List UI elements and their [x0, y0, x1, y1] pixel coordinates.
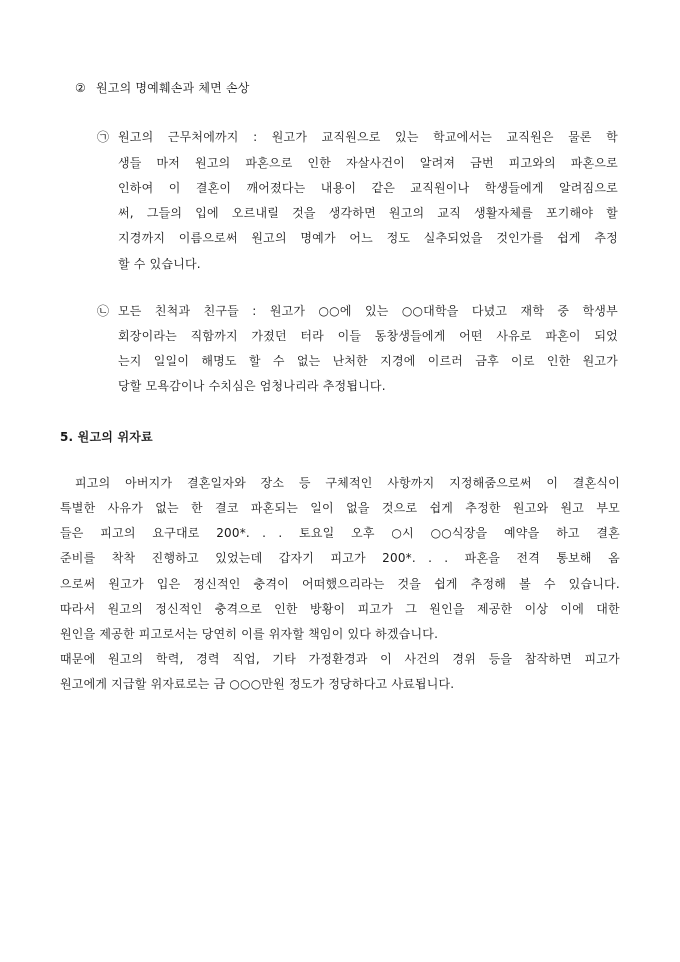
- section-5-heading: 5. 원고의 위자료: [60, 430, 153, 444]
- paragraph-line: 원고에게 지급할 위자료로는 금 ○○○만원 정도가 정당하다고 사료됩니다.: [60, 677, 455, 691]
- paragraph-line: 들은 피고의 요구대로 200*. . . 토요일 오후 ○시 ○○식장을 예약을 하고 결혼: [60, 526, 620, 540]
- paragraph-line: 때문에 원고의 학력, 경력 직업, 기타 가정환경과 이 사건의 경위 등을 참작하면 피고가: [60, 652, 620, 666]
- paragraph-line: 인하여 이 결혼이 깨어졌다는 내용이 같은 교직원이나 학생들에게 알려짐으로: [118, 181, 618, 195]
- paragraph-line: 당할 모욕감이나 수치심은 엄청나리라 추정됩니다.: [118, 379, 386, 393]
- paragraph-line: 원고의 근무처에까지 : 원고가 교직원으로 있는 학교에서는 교직원은 물론 학: [118, 130, 618, 144]
- paragraph-line: 회장이라는 직함까지 가졌던 터라 이들 동창생들에게 어떤 사유로 파혼이 되었: [118, 329, 618, 343]
- section-marker: ②: [75, 81, 86, 95]
- section-title: 원고의 명예훼손과 체면 손상: [95, 81, 250, 95]
- item-marker-b: ㉡: [97, 304, 110, 318]
- paragraph-line: 피고의 아버지가 결혼일자와 장소 등 구체적인 사항까지 지정해줌으로써 이 결혼식이: [75, 476, 620, 490]
- paragraph-line: 원인을 제공한 피고로서는 당연히 이를 위자할 책임이 있다 하겠습니다.: [60, 627, 439, 641]
- section-heading-defamation: [75, 80, 250, 96]
- paragraph-line: 특별한 사유가 없는 한 결코 파혼되는 일이 없을 것으로 쉽게 추정한 원고와 원고 부모: [60, 501, 620, 515]
- paragraph-line: 생들 마저 원고의 파혼으로 인한 자살사건이 알려져 금번 피고와의 파혼으로: [118, 156, 618, 170]
- paragraph-line: 지경까지 이름으로써 원고의 명예가 어느 정도 실추되었을 것인가를 쉽게 추정: [118, 231, 618, 245]
- paragraph-line: 준비를 착착 진행하고 있었는데 갑자기 피고가 200*. . . 파혼을 전격 통보해 옴: [60, 551, 620, 565]
- paragraph-line: 모든 친척과 친구들 : 원고가 ○○에 있는 ○○대학을 다녔고 재학 중 학생부: [118, 304, 618, 318]
- paragraph-line: 는지 일일이 해명도 할 수 없는 난처한 지경에 이르러 금후 이로 인한 원고가: [118, 354, 618, 368]
- paragraph-line: 따라서 원고의 정신적인 충격으로 인한 방황이 피고가 그 원인을 제공한 이상 이에 대한: [60, 602, 620, 616]
- paragraph-line: 써, 그들의 입에 오르내릴 것을 생각하면 원고의 교직 생활자체를 포기해야 할: [118, 206, 618, 220]
- item-marker-a: ㉠: [97, 130, 110, 144]
- paragraph-line: 으로써 원고가 입은 정신적인 충격이 어떠했으리라는 것을 쉽게 추정해 볼 수 있습니다.: [60, 577, 620, 591]
- paragraph-line: 할 수 있습니다.: [118, 257, 201, 271]
